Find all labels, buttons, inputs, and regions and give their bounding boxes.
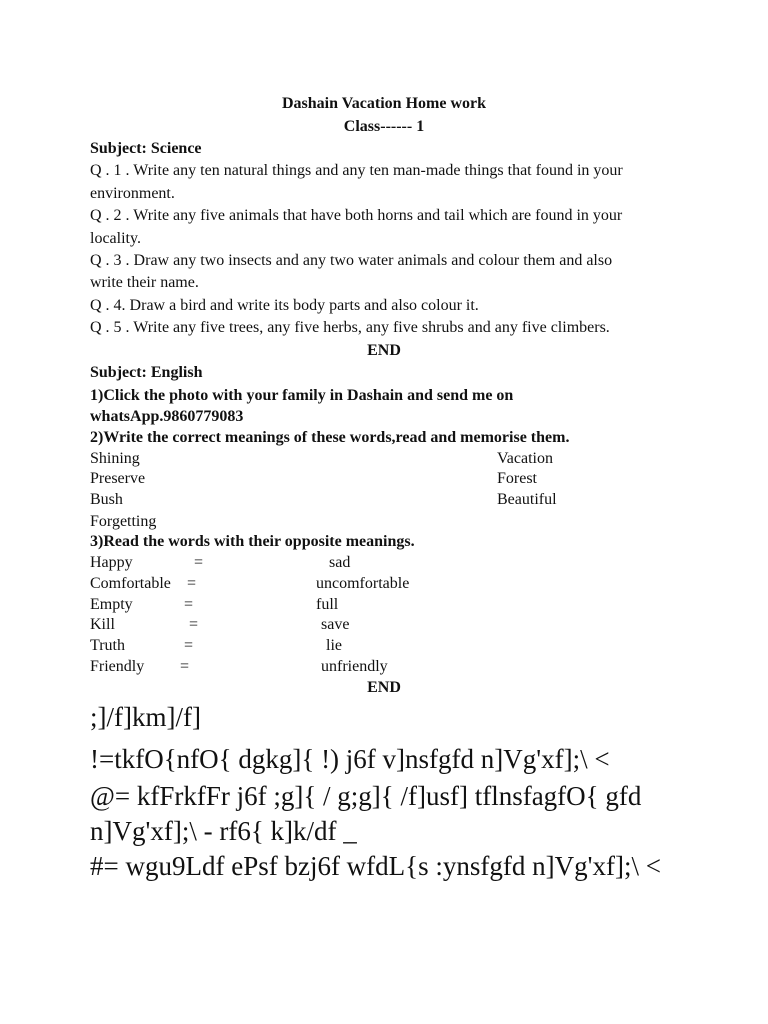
english-q1-line: whatsApp.9860779083: [90, 408, 244, 425]
opposite-meaning: full: [316, 596, 339, 613]
english-q3: 3)Read the words with their opposite meanings.: [90, 533, 415, 550]
opposite-meaning: uncomfortable: [316, 575, 410, 592]
opposite-word: Happy: [90, 554, 133, 571]
science-line: environment.: [90, 185, 175, 202]
opposite-word: Empty: [90, 596, 133, 613]
document-title: Dashain Vacation Home work: [281, 95, 487, 112]
word-item: Beautiful: [497, 491, 557, 508]
science-end: END: [367, 342, 401, 359]
science-line: write their name.: [90, 274, 199, 291]
science-line: Q . 3 . Draw any two insects and any two water animals and colour them and also: [90, 252, 613, 269]
opposite-word: Truth: [90, 637, 125, 654]
word-item: Forest: [497, 470, 537, 487]
nepali-line: #= wgu9Ldf ePsf bzj6f wfdL{s :ynsfgfd n]Vg'xf];\ <: [90, 851, 661, 881]
opposite-meaning: save: [321, 616, 350, 633]
science-line: Q . 2 . Write any five animals that have both horns and tail which are found in your: [90, 207, 623, 224]
science-line: locality.: [90, 230, 141, 247]
equals-sign: =: [184, 596, 194, 613]
nepali-heading: ;]/f]km]/f]: [90, 702, 201, 732]
english-heading: Subject: English: [90, 364, 203, 381]
word-item: Preserve: [90, 470, 146, 487]
nepali-line: !=tkfO{nfO{ dgkg]{ !) j6f v]nsfgfd n]Vg'xf];\ <: [90, 744, 610, 774]
word-item: Forgetting: [90, 513, 157, 530]
class-line: Class------ 1: [343, 118, 425, 135]
english-q1-line: 1)Click the photo with your family in Dashain and send me on: [90, 387, 514, 404]
english-q2: 2)Write the correct meanings of these words,read and memorise them.: [90, 429, 570, 446]
science-line: Q . 1 . Write any ten natural things and any ten man-made things that found in your: [90, 162, 623, 179]
science-line: Q . 4. Draw a bird and write its body parts and also colour it.: [90, 297, 479, 314]
opposite-meaning: unfriendly: [321, 658, 388, 675]
opposite-meaning: sad: [329, 554, 351, 571]
nepali-line: @= kfFrkfFr j6f ;g]{ / g;g]{ /f]usf] tflnsfagfO{ gfd: [90, 781, 642, 811]
equals-sign: =: [189, 616, 199, 633]
science-line: Q . 5 . Write any five trees, any five herbs, any five shrubs and any five climbers.: [90, 319, 610, 336]
equals-sign: =: [187, 575, 197, 592]
equals-sign: =: [184, 637, 194, 654]
word-item: Vacation: [497, 450, 553, 467]
equals-sign: =: [180, 658, 190, 675]
opposite-meaning: lie: [326, 637, 342, 654]
science-heading: Subject: Science: [90, 140, 202, 157]
opposite-word: Comfortable: [90, 575, 171, 592]
word-item: Bush: [90, 491, 123, 508]
equals-sign: =: [194, 554, 204, 571]
opposite-word: Kill: [90, 616, 115, 633]
nepali-line: n]Vg'xf];\ - rf6{ k]k/df _: [90, 816, 357, 846]
opposite-word: Friendly: [90, 658, 145, 675]
english-end: END: [367, 679, 401, 696]
word-item: Shining: [90, 450, 140, 467]
